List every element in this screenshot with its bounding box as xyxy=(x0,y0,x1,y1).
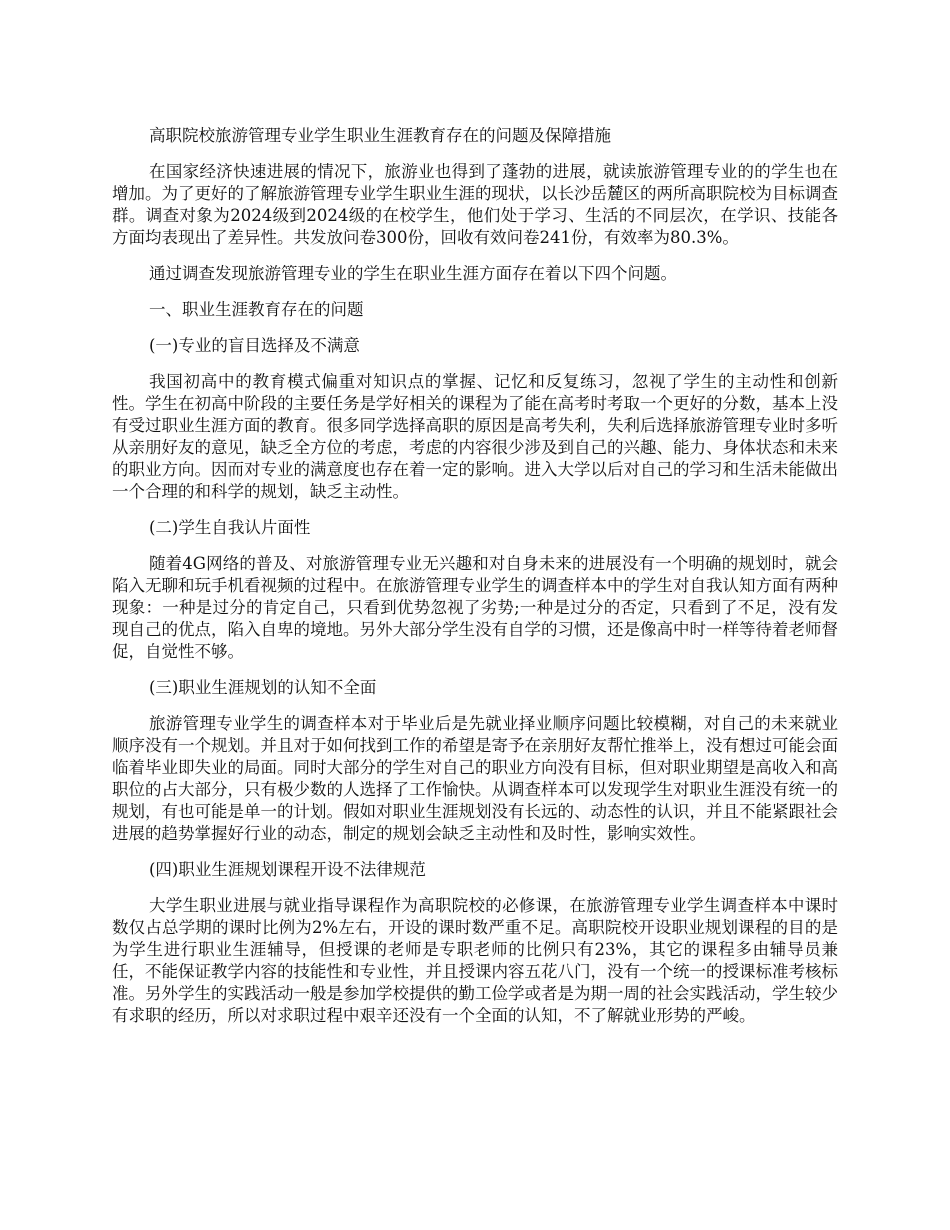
section-heading: 一、职业生涯教育存在的问题 xyxy=(149,300,364,319)
subsection-heading-3: (三)职业生涯规划的认知不全面 xyxy=(149,678,377,697)
document-title: 高职院校旅游管理专业学生职业生涯教育存在的问题及保障措施 xyxy=(149,126,611,145)
subsection-heading-2: (二)学生自我认片面性 xyxy=(149,518,311,537)
subsection-body-4: 大学生职业进展与就业指导课程作为高职院校的必修课，在旅游管理专业学生调查样本中课时数仅占总学期的课时比例为2%左右，开设的课时数严重不足。高职院校开设职业规划课程的目的是为学生进行职业生涯辅导，但授课的老师是专职老师的比例只有23%，其它的课程多由辅导员兼任，不能保证教学内容的技能性和专业性，并且授课内容五花八门，没有一个统一的授课标准考核标准。另外学生的实践活动一般是参加学校提供的勤工俭学或者是为期一周的社会实践活动，学生较少有求职的经历，所以对求职过程中艰辛还没有一个全面的认知，不了解就业形势的严峻。 xyxy=(112,896,838,1025)
subsection-body-2: 随着4G网络的普及、对旅游管理专业无兴趣和对自身未来的进展没有一个明确的规划时，就会陷入无聊和玩手机看视频的过程中。在旅游管理专业学生的调查样本中的学生对自我认知方面有两种现象：一种是过分的肯定自己，只看到优势忽视了劣势;一种是过分的否定，只看到了不足，没有发现自己的优点，陷入自卑的境地。另外大部分学生没有自学的习惯，还是像高中时一样等待着老师督促，自觉性不够。 xyxy=(112,554,838,661)
subsection-body-3: 旅游管理专业学生的调查样本对于毕业后是先就业择业顺序问题比较模糊，对自己的未来就业顺序没有一个规划。并且对于如何找到工作的希望是寄予在亲朋好友帮忙推举上，没有想过可能会面临着毕业即失业的局面。同时大部分的学生对自己的职业方向没有目标，但对职业期望是高收入和高职位的占大部分，只有极少数的人选择了工作愉快。从调查样本可以发现学生对职业生涯没有统一的规划，有也可能是单一的计划。假如对职业生涯规划没有长远的、动态性的认识，并且不能紧跟社会进展的趋势掌握好行业的动态，制定的规划会缺乏主动性和及时性，影响实效性。 xyxy=(112,714,838,843)
subsection-body-1: 我国初高中的教育模式偏重对知识点的掌握、记忆和反复练习，忽视了学生的主动性和创新性。学生在初高中阶段的主要任务是学好相关的课程为了能在高考时考取一个更好的分数，基本上没有受过职业生涯方面的教育。很多同学选择高职的原因是高考失利，失利后选择旅游管理专业时多听从亲朋好友的意见，缺乏全方位的考虑，考虑的内容很少涉及到自己的兴趣、能力、身体状态和未来的职业方向。因而对专业的满意度也存在着一定的影响。进入大学以后对自己的学习和生活未能做出一个合理的和科学的规划，缺乏主动性。 xyxy=(112,372,838,501)
subsection-heading-1: (一)专业的盲目选择及不满意 xyxy=(149,336,360,355)
intro-summary-paragraph: 通过调查发现旅游管理专业的学生在职业生涯方面存在着以下四个问题。 xyxy=(149,264,677,283)
subsection-heading-4: (四)职业生涯规划课程开设不法律规范 xyxy=(149,860,426,879)
intro-paragraph: 在国家经济快速进展的情况下，旅游业也得到了蓬勃的进展，就读旅游管理专业的的学生也在增加。为了更好的了解旅游管理专业学生职业生涯的现状，以长沙岳麓区的两所高职院校为目标调查群。调查对象为2024级到2024级的在校学生，他们处于学习、生活的不同层次，在学识、技能各方面均表现出了差异性。共发放问卷300份，回收有效问卷241份，有效率为80.3%。 xyxy=(112,162,838,247)
